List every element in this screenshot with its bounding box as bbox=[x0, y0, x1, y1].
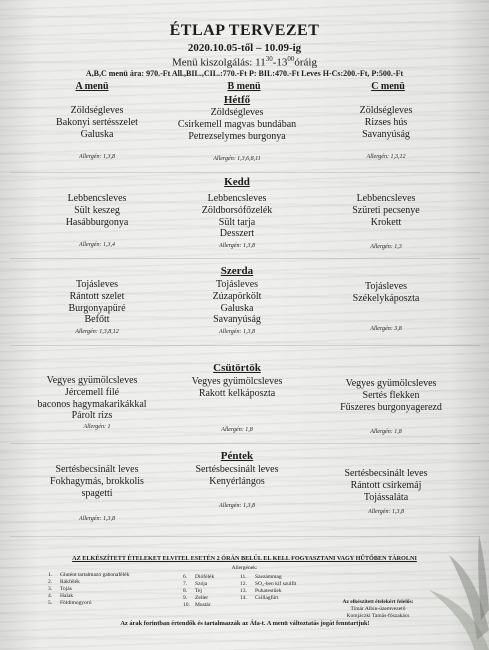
serving-hours: Menü kiszolgálás: $11^{30}-13^{00}óráig$ bbox=[172, 55, 317, 69]
column-header-a: A menü bbox=[75, 81, 109, 92]
friday-a-allergen: Allergén: 1,3,8 bbox=[79, 516, 115, 522]
monday-c-allergen: Allergén: 1,3,12 bbox=[366, 154, 406, 160]
day-name-monday: Hétfő bbox=[223, 94, 251, 106]
friday-menu-c: Sertésbecsinált leves Rántott csirkemáj Tojássaláta bbox=[344, 468, 428, 503]
date-range: 2020.10.05-től – 10.09-ig bbox=[187, 42, 302, 54]
allergen-list-col2: 6. Diófélék 7. Szója 8. Tej 9. Zeller 10. Mustár bbox=[183, 574, 215, 608]
wednesday-menu-a: Tojásleves Rántott szelet Burgonyapüré Befőtt bbox=[68, 279, 126, 326]
day-name-wednesday: Szerda bbox=[220, 265, 254, 277]
allergens-title: Allergének: bbox=[231, 565, 258, 571]
board-line bbox=[10, 345, 480, 346]
wednesday-c-allergen: Allergén: 3,8 bbox=[370, 326, 402, 332]
tuesday-c-allergen: Allergén: 1,3 bbox=[370, 244, 402, 250]
friday-menu-a: Sertésbecsinált leves Fokhagymás, brokkolis spagetti bbox=[50, 464, 144, 499]
board-line bbox=[10, 536, 480, 537]
leaf-decoration-icon bbox=[419, 530, 489, 650]
thursday-c-allergen: Allergén: 1,8 bbox=[370, 429, 402, 435]
thursday-menu-a: Vegyes gyümölcsleves Jércemell filé baconos hagymakarikákkal Párolt rizs bbox=[37, 375, 147, 422]
wednesday-menu-b: Tojásleves Zúzapörkölt Galuska Savanyúság bbox=[212, 279, 262, 326]
tuesday-b-allergen: Allergén: 1,3,8 bbox=[219, 243, 255, 249]
tuesday-menu-a: Lebbencsleves Sült keszeg Hasábburgonya bbox=[65, 193, 129, 228]
board-line bbox=[10, 258, 480, 259]
day-name-tuesday: Kedd bbox=[224, 176, 250, 188]
wednesday-b-allergen: Allergén: 1,3,8 bbox=[219, 329, 255, 335]
thursday-menu-c: Vegyes gyümölcsleves Sertés flekken Fűszeres burgonyagerezd bbox=[340, 378, 442, 413]
column-header-b: B menü bbox=[227, 81, 261, 92]
wednesday-a-allergen: Allergén: 1,3,8,12 bbox=[75, 329, 119, 335]
day-name-thursday: Csütörtök bbox=[213, 362, 261, 374]
menu-title: ÉTLAP TERVEZET bbox=[169, 22, 320, 39]
allergen-list-col1: 1. Glutént tartalmazó gabonafélék 2. Rákfélék 3. Tojás 4. Halak 5. Földimogyoró bbox=[48, 572, 130, 606]
allergen-list-col3: 11. Szezámmag 12. SO₂-ben kif szulfit 13. Puhatestűek 14. Csillagfürt bbox=[240, 574, 297, 601]
price-disclaimer: Az árak forintban értendők és tartalmazzák az Áfa-t. A menü változtatás jogát fenntartjuk! bbox=[120, 620, 370, 627]
monday-menu-c: Zöldségleves Rizses hús Savanyúság bbox=[359, 105, 413, 140]
thursday-menu-b: Vegyes gyümölcsleves Rakott kelkáposzta bbox=[191, 376, 283, 399]
day-name-friday: Péntek bbox=[220, 450, 254, 462]
thursday-a-allergen: Allergén: 1 bbox=[83, 424, 111, 430]
monday-a-allergen: Allergén: 1,3,8 bbox=[79, 154, 115, 160]
responsible-persons: Az elkészített ételekért felelős: Timár Albin-üzemvezető Komjáczki Tamás-főszakács bbox=[342, 599, 414, 619]
tuesday-a-allergen: Allergén: 1,3,4 bbox=[79, 242, 115, 248]
tuesday-menu-c: Lebbencsleves Szüreti pecsenye Krokett bbox=[352, 193, 420, 228]
thursday-b-allergen: Allergén: 1,8 bbox=[221, 427, 253, 433]
wednesday-menu-c: Tojásleves Székelykáposzta bbox=[352, 281, 420, 304]
friday-b-allergen: Allergén: 1,3,8 bbox=[219, 503, 255, 509]
board-line bbox=[10, 443, 480, 444]
column-header-c: C menü bbox=[371, 81, 405, 92]
monday-menu-a: Zöldségleves Bakonyi sertésszelet Galuska bbox=[56, 105, 138, 140]
monday-menu-b: Zöldségleves Csirkemell magvas bundában Petrezselymes burgonya bbox=[177, 107, 297, 142]
takeaway-notice: AZ ELKÉSZÍTETT ÉTELEKET ELVITEL ESETÉN 2 ÓRÁN BELÜL EL KELL FOGYASZTANI VAGY HŰTŐBEN TÁROLNI bbox=[72, 555, 417, 562]
price-line: A,B,C menü ára: 970.-Ft All.,BIL.,CIL.:770.-Ft P: BIL:470.-Ft Leves H-Cs:200.-Ft, P:500.-Ft bbox=[85, 69, 404, 78]
friday-menu-b: Sertésbecsinált leves Kenyérlángos bbox=[195, 464, 279, 487]
tuesday-menu-b: Lebbencsleves Zöldborsófőzelék Sült tarja Desszert bbox=[201, 193, 273, 240]
friday-c-allergen: Allergén: 1,3,8 bbox=[368, 509, 404, 515]
monday-b-allergen: Allergén: 1,3,6,8,11 bbox=[213, 156, 261, 162]
board-line bbox=[10, 172, 480, 173]
